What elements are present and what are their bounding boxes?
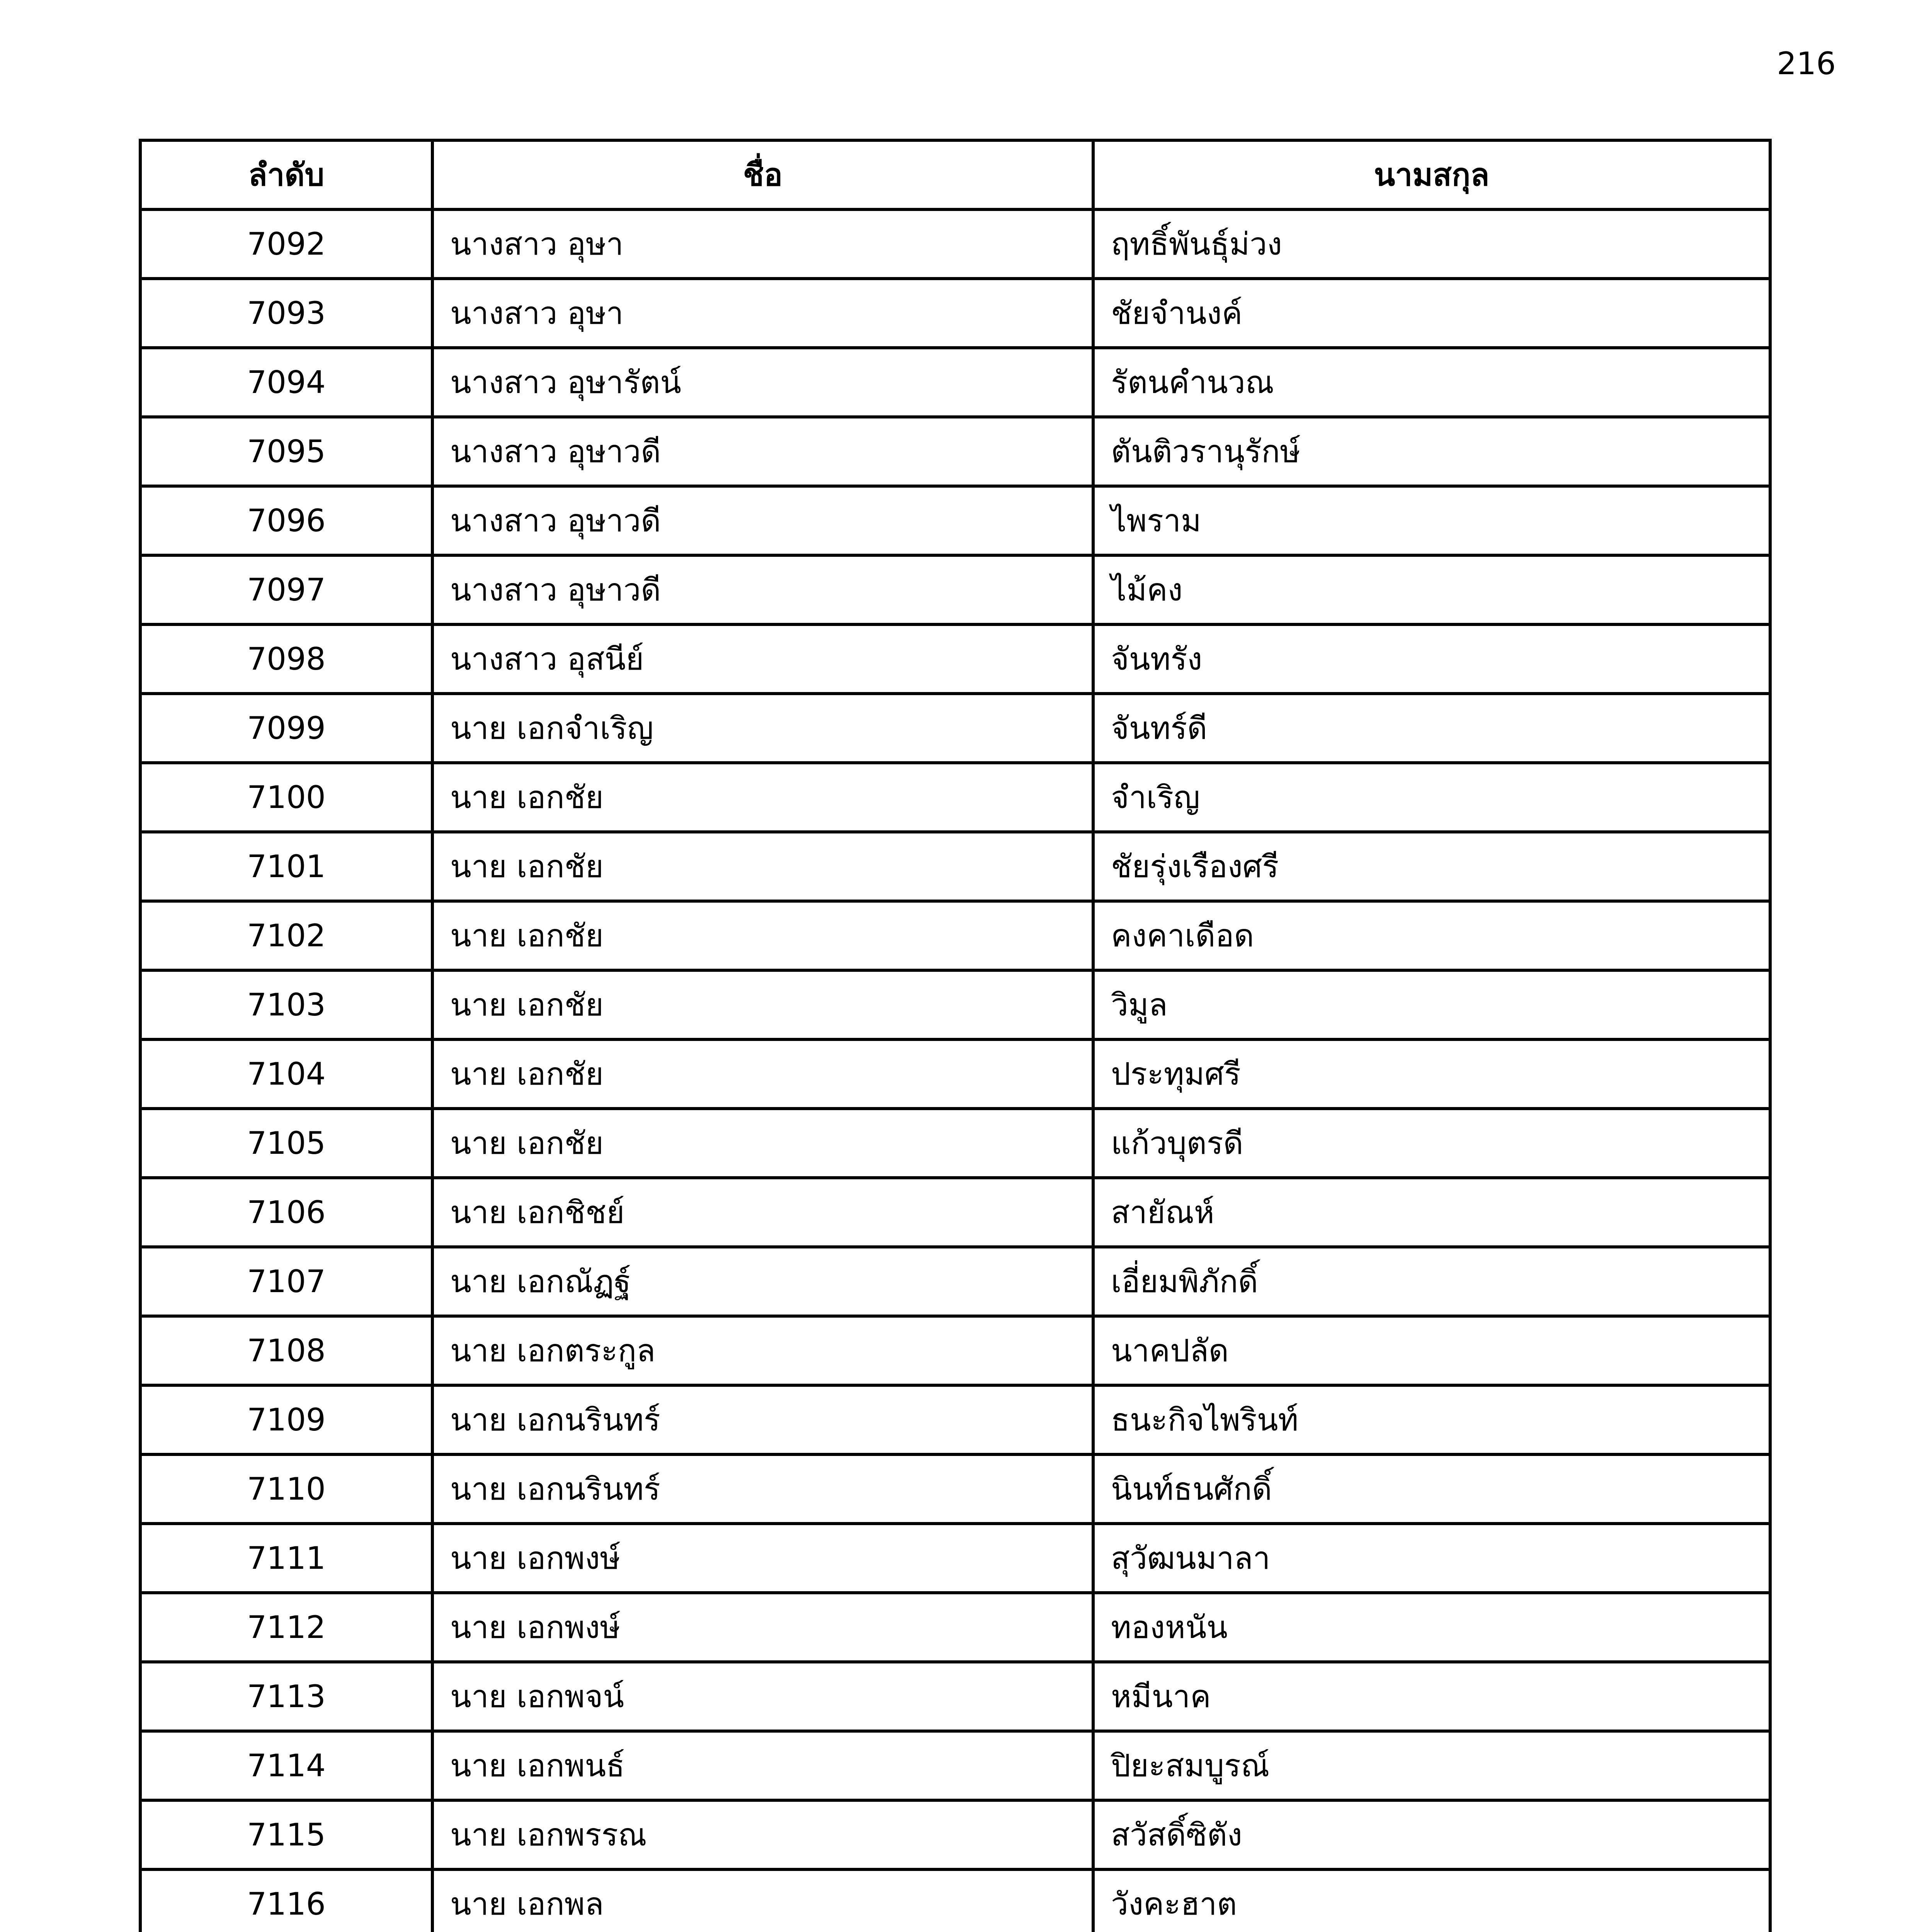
cell-first-name: นาย เอกนรินทร์	[432, 1454, 1093, 1524]
cell-sequence: 7115	[140, 1800, 432, 1869]
cell-last-name: จำเริญ	[1093, 763, 1770, 832]
cell-last-name: ไม้คง	[1093, 555, 1770, 624]
table-row	[140, 1524, 1770, 1593]
cell-sequence: 7100	[140, 763, 432, 832]
cell-sequence: 7097	[140, 555, 432, 624]
table-row	[140, 694, 1770, 763]
table-row	[140, 1039, 1770, 1109]
table-row	[140, 1662, 1770, 1731]
cell-sequence: 7111	[140, 1524, 432, 1593]
cell-sequence: 7113	[140, 1662, 432, 1731]
cell-last-name: วังคะฮาต	[1093, 1869, 1770, 1932]
table-row	[140, 1385, 1770, 1454]
cell-sequence: 7103	[140, 970, 432, 1039]
table-row	[140, 279, 1770, 348]
cell-sequence: 7112	[140, 1593, 432, 1662]
cell-sequence: 7114	[140, 1731, 432, 1800]
cell-sequence: 7096	[140, 486, 432, 555]
cell-last-name: เอี่ยมพิภักดิ์	[1093, 1247, 1770, 1316]
cell-last-name: ฤทธิ์พันธุ์ม่วง	[1093, 209, 1770, 279]
table-row	[140, 1454, 1770, 1524]
table-header-row	[140, 140, 1770, 209]
cell-last-name: ประทุมศรี	[1093, 1039, 1770, 1109]
cell-first-name: นาย เอกชัย	[432, 763, 1093, 832]
table-row	[140, 901, 1770, 970]
cell-first-name: นาย เอกชิชย์	[432, 1178, 1093, 1247]
cell-last-name: ทองหนัน	[1093, 1593, 1770, 1662]
cell-first-name: นางสาว อุษา	[432, 279, 1093, 348]
table-row	[140, 1869, 1770, 1932]
table-row	[140, 1109, 1770, 1178]
cell-sequence: 7104	[140, 1039, 432, 1109]
table-row	[140, 832, 1770, 901]
cell-first-name: นาย เอกชัย	[432, 832, 1093, 901]
cell-last-name: ตันติวรานุรักษ์	[1093, 417, 1770, 486]
table-row	[140, 348, 1770, 417]
cell-first-name: นาย เอกพล	[432, 1869, 1093, 1932]
cell-first-name: นางสาว อุสนีย์	[432, 624, 1093, 694]
table-row	[140, 970, 1770, 1039]
table-row	[140, 1593, 1770, 1662]
cell-first-name: นาย เอกพงษ์	[432, 1593, 1093, 1662]
cell-last-name: สุวัฒนมาลา	[1093, 1524, 1770, 1593]
cell-sequence: 7107	[140, 1247, 432, 1316]
cell-first-name: นาย เอกนรินทร์	[432, 1385, 1093, 1454]
header-sequence: ลำดับ	[140, 140, 432, 209]
cell-last-name: ชัยจำนงค์	[1093, 279, 1770, 348]
cell-last-name: นาคปลัด	[1093, 1316, 1770, 1385]
table-body	[140, 209, 1770, 1932]
cell-first-name: นางสาว อุษาวดี	[432, 417, 1093, 486]
cell-first-name: นาย เอกตระกูล	[432, 1316, 1093, 1385]
table-row	[140, 209, 1770, 279]
cell-first-name: นางสาว อุษาวดี	[432, 486, 1093, 555]
cell-sequence: 7109	[140, 1385, 432, 1454]
table-row	[140, 555, 1770, 624]
cell-first-name: นาย เอกพนธ์	[432, 1731, 1093, 1800]
roster-table	[139, 139, 1772, 1932]
table-row	[140, 1800, 1770, 1869]
cell-sequence: 7092	[140, 209, 432, 279]
cell-first-name: นาย เอกชัย	[432, 901, 1093, 970]
cell-sequence: 7101	[140, 832, 432, 901]
cell-sequence: 7110	[140, 1454, 432, 1524]
cell-sequence: 7099	[140, 694, 432, 763]
table-row	[140, 1731, 1770, 1800]
cell-first-name: นางสาว อุษารัตน์	[432, 348, 1093, 417]
cell-last-name: จันทร์ดี	[1093, 694, 1770, 763]
header-last-name: นามสกุล	[1093, 140, 1770, 209]
table-row	[140, 763, 1770, 832]
cell-sequence: 7094	[140, 348, 432, 417]
table-row	[140, 1247, 1770, 1316]
cell-first-name: นางสาว อุษาวดี	[432, 555, 1093, 624]
cell-sequence: 7102	[140, 901, 432, 970]
table-row	[140, 1178, 1770, 1247]
cell-first-name: นาย เอกพรรณ	[432, 1800, 1093, 1869]
cell-first-name: นาย เอกชัย	[432, 1039, 1093, 1109]
cell-last-name: สวัสดิ์ซิตัง	[1093, 1800, 1770, 1869]
cell-sequence: 7108	[140, 1316, 432, 1385]
cell-first-name: นาย เอกพงษ์	[432, 1524, 1093, 1593]
cell-first-name: นาย เอกจำเริญ	[432, 694, 1093, 763]
cell-first-name: นาย เอกชัย	[432, 1109, 1093, 1178]
cell-last-name: ไพราม	[1093, 486, 1770, 555]
cell-first-name: นาย เอกชัย	[432, 970, 1093, 1039]
table-row	[140, 417, 1770, 486]
table-row	[140, 624, 1770, 694]
cell-sequence: 7116	[140, 1869, 432, 1932]
cell-first-name: นางสาว อุษา	[432, 209, 1093, 279]
cell-last-name: วิมูล	[1093, 970, 1770, 1039]
cell-sequence: 7098	[140, 624, 432, 694]
cell-first-name: นาย เอกณัฏฐ์	[432, 1247, 1093, 1316]
cell-sequence: 7106	[140, 1178, 432, 1247]
table-row	[140, 1316, 1770, 1385]
cell-last-name: จันทรัง	[1093, 624, 1770, 694]
cell-last-name: ชัยรุ่งเรืองศรี	[1093, 832, 1770, 901]
header-first-name: ชื่อ	[432, 140, 1093, 209]
cell-last-name: ธนะกิจไพรินท์	[1093, 1385, 1770, 1454]
cell-last-name: หมีนาค	[1093, 1662, 1770, 1731]
cell-first-name: นาย เอกพจน์	[432, 1662, 1093, 1731]
cell-last-name: นินท์ธนศักดิ์	[1093, 1454, 1770, 1524]
page-number: 216	[1777, 46, 1836, 82]
cell-last-name: ปิยะสมบูรณ์	[1093, 1731, 1770, 1800]
cell-last-name: คงคาเดือด	[1093, 901, 1770, 970]
cell-sequence: 7105	[140, 1109, 432, 1178]
cell-sequence: 7095	[140, 417, 432, 486]
cell-last-name: สายัณห์	[1093, 1178, 1770, 1247]
table-row	[140, 486, 1770, 555]
cell-sequence: 7093	[140, 279, 432, 348]
cell-last-name: รัตนคำนวณ	[1093, 348, 1770, 417]
cell-last-name: แก้วบุตรดี	[1093, 1109, 1770, 1178]
